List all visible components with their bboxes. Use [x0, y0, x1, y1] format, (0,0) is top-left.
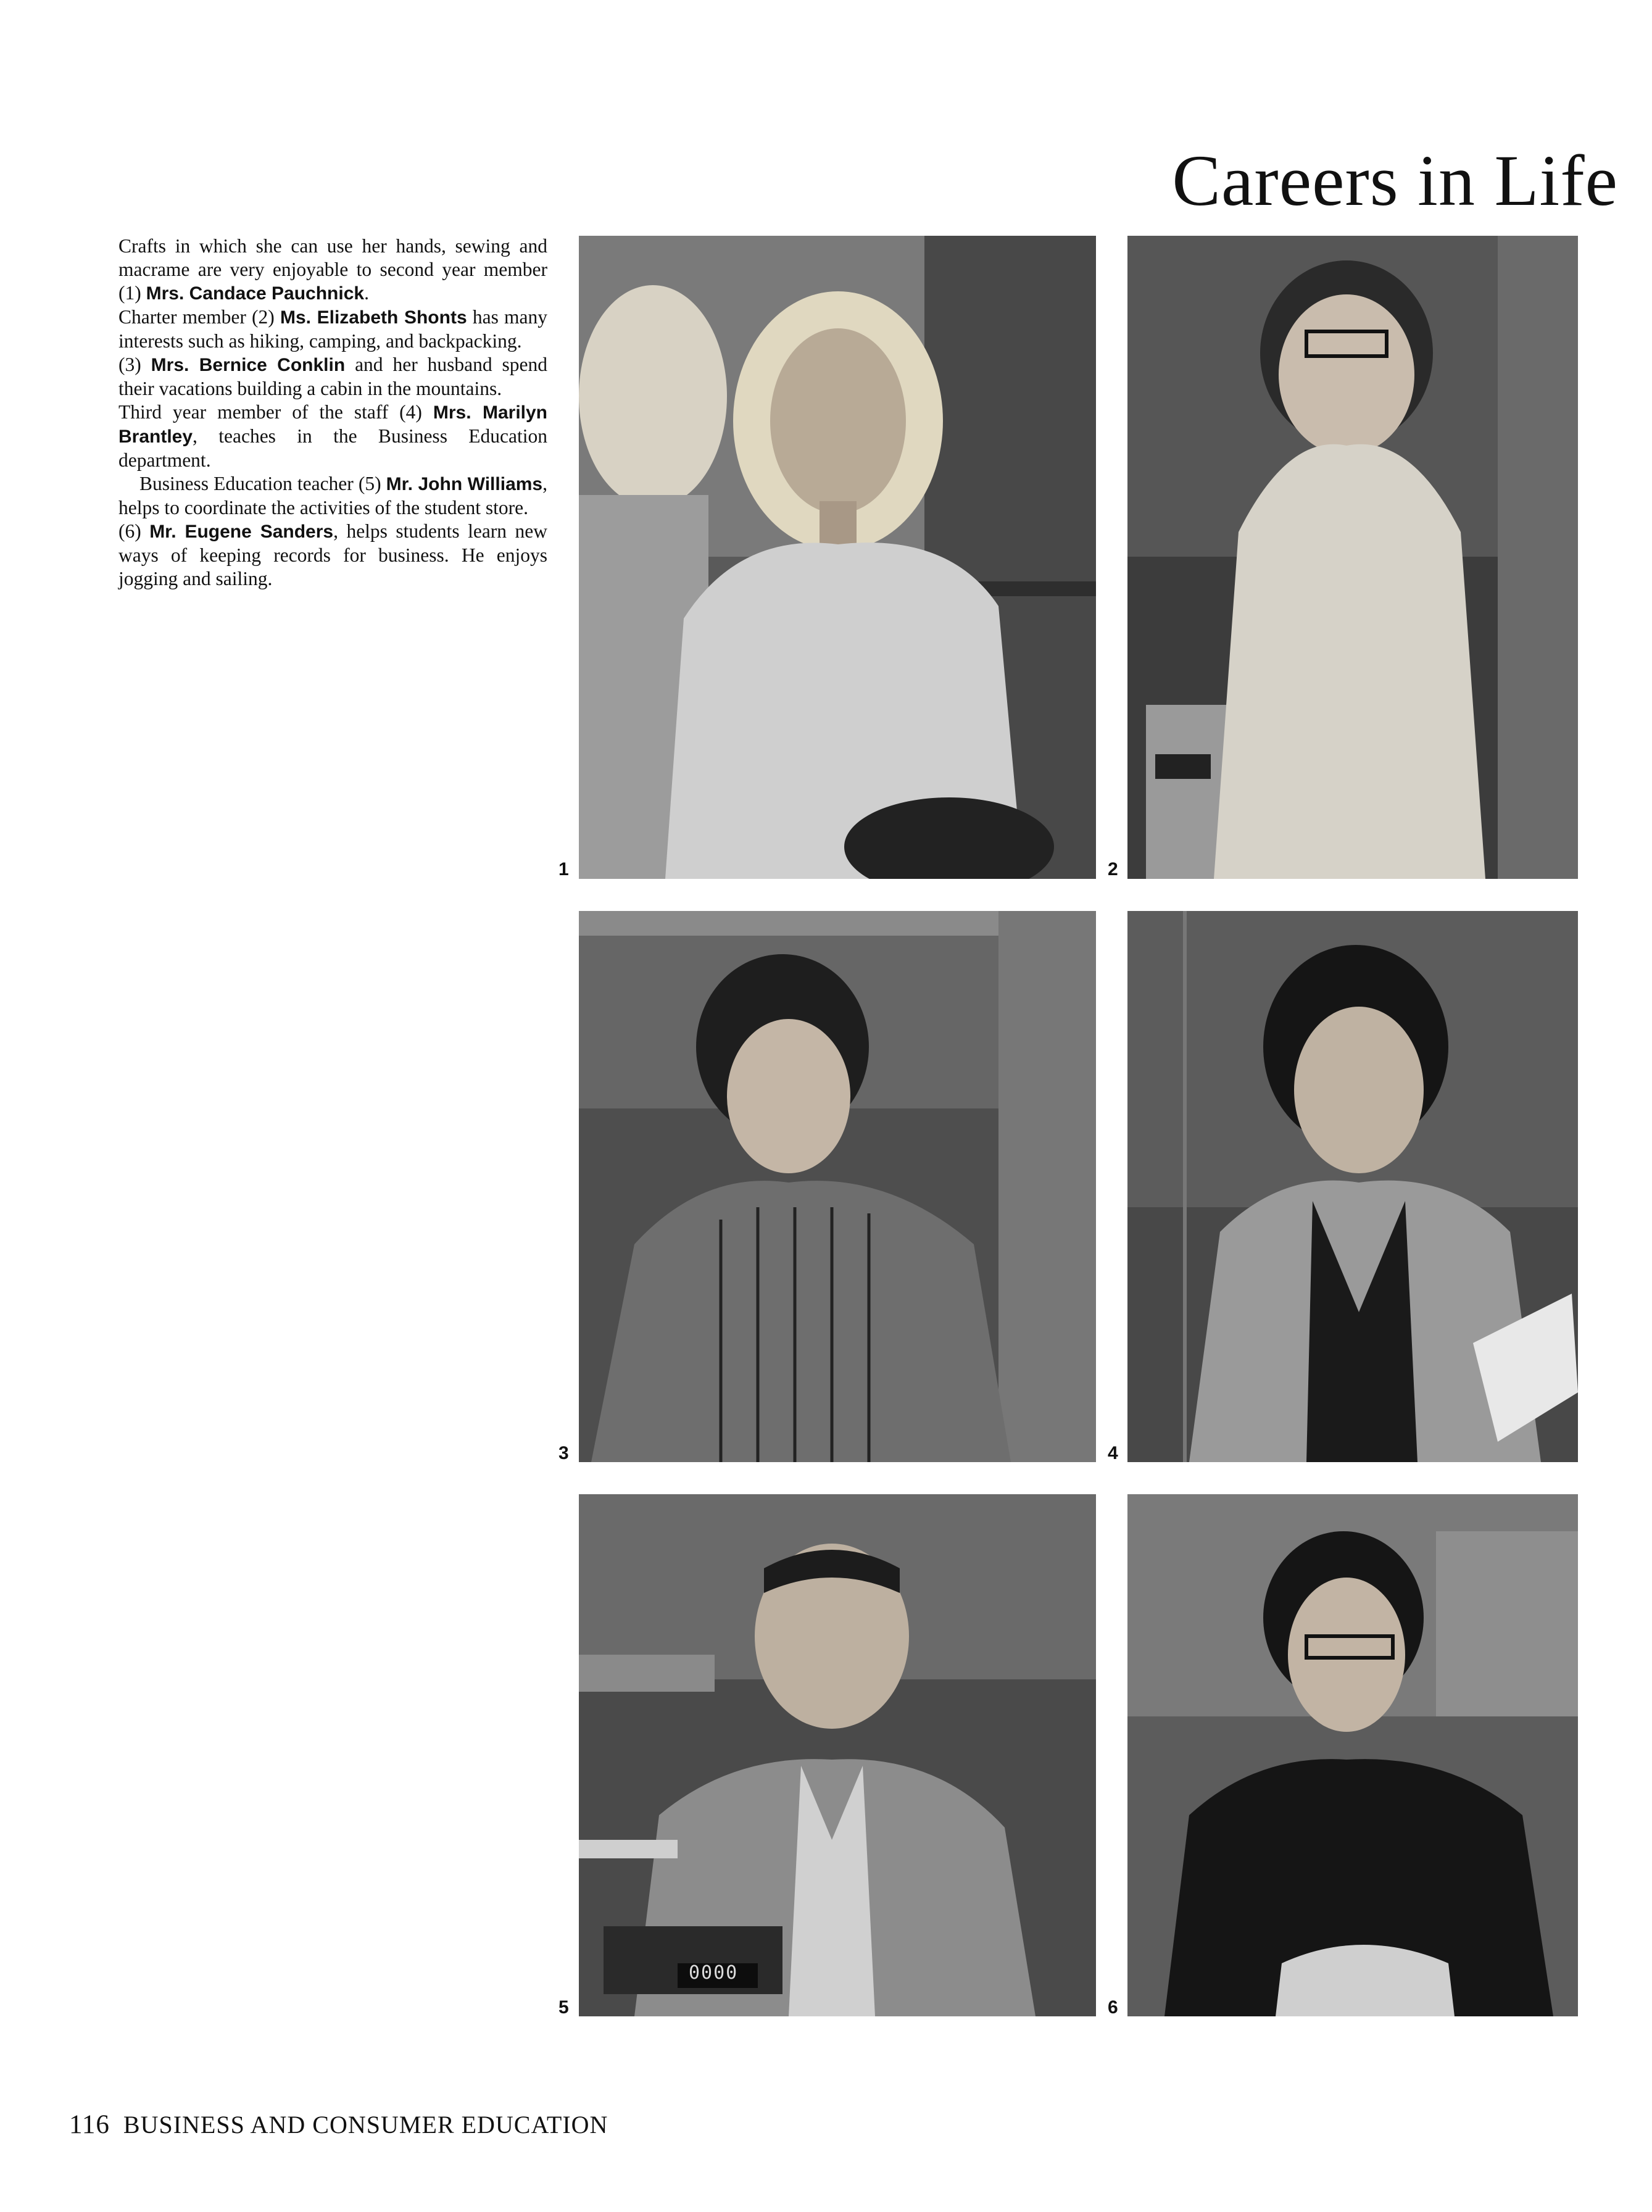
photo-2-number: 2: [1108, 859, 1118, 879]
section-title: BUSINESS AND CONSUMER EDUCATION: [123, 2111, 608, 2139]
caption-1: Crafts in which she can use her hands, sewing and macrame are very enjoyable to second year member (1) Mrs. Candace Pauchnick.: [118, 235, 547, 304]
caption-5-name: Mr. John Williams: [386, 474, 543, 494]
caption-5: Business Education teacher (5) Mr. John Williams, helps to coordinate the activities of the student store.: [118, 473, 547, 518]
caption-6-name: Mr. Eugene Sanders: [149, 522, 334, 542]
photo-1-number: 1: [558, 859, 569, 879]
photo-1: [579, 236, 1096, 879]
photo-4: [1127, 911, 1578, 1462]
page-footer: [69, 2110, 608, 2140]
photo-6-number: 6: [1108, 1997, 1118, 2018]
caption-3-name: Mrs. Bernice Conklin: [151, 355, 346, 375]
page-title: Careers in Life: [1172, 140, 1618, 221]
caption-4-name: Mrs. Marilyn Brantley: [118, 402, 547, 447]
photo-4-number: 4: [1108, 1443, 1118, 1463]
photo-6: [1127, 1494, 1578, 2016]
caption-6: (6) Mr. Eugene Sanders, helps students learn new ways of keeping records for business. He enjoys jogging and sailing.: [118, 520, 547, 589]
caption-3: (3) Mrs. Bernice Conklin and her husband spend their vacations building a cabin in the mountains.: [118, 354, 548, 399]
caption-column: [118, 235, 547, 591]
photo-3: [579, 911, 1096, 1462]
photo-5: [579, 1494, 1096, 2016]
register-display: 0000: [689, 1962, 739, 1984]
caption-2-name: Ms. Elizabeth Shonts: [280, 307, 467, 328]
photo-3-number: 3: [558, 1443, 569, 1463]
photo-5-number: 5: [558, 1997, 569, 2018]
photo-2: [1127, 236, 1578, 879]
page-number: 116: [69, 2110, 110, 2139]
caption-2: Charter member (2) Ms. Elizabeth Shonts has many interests such as hiking, camping, and backpacking.: [118, 306, 547, 352]
caption-1-name: Mrs. Candace Pauchnick: [146, 283, 365, 304]
caption-4: Third year member of the staff (4) Mrs. Marilyn Brantley, teaches in the Business Education department.: [118, 401, 547, 471]
